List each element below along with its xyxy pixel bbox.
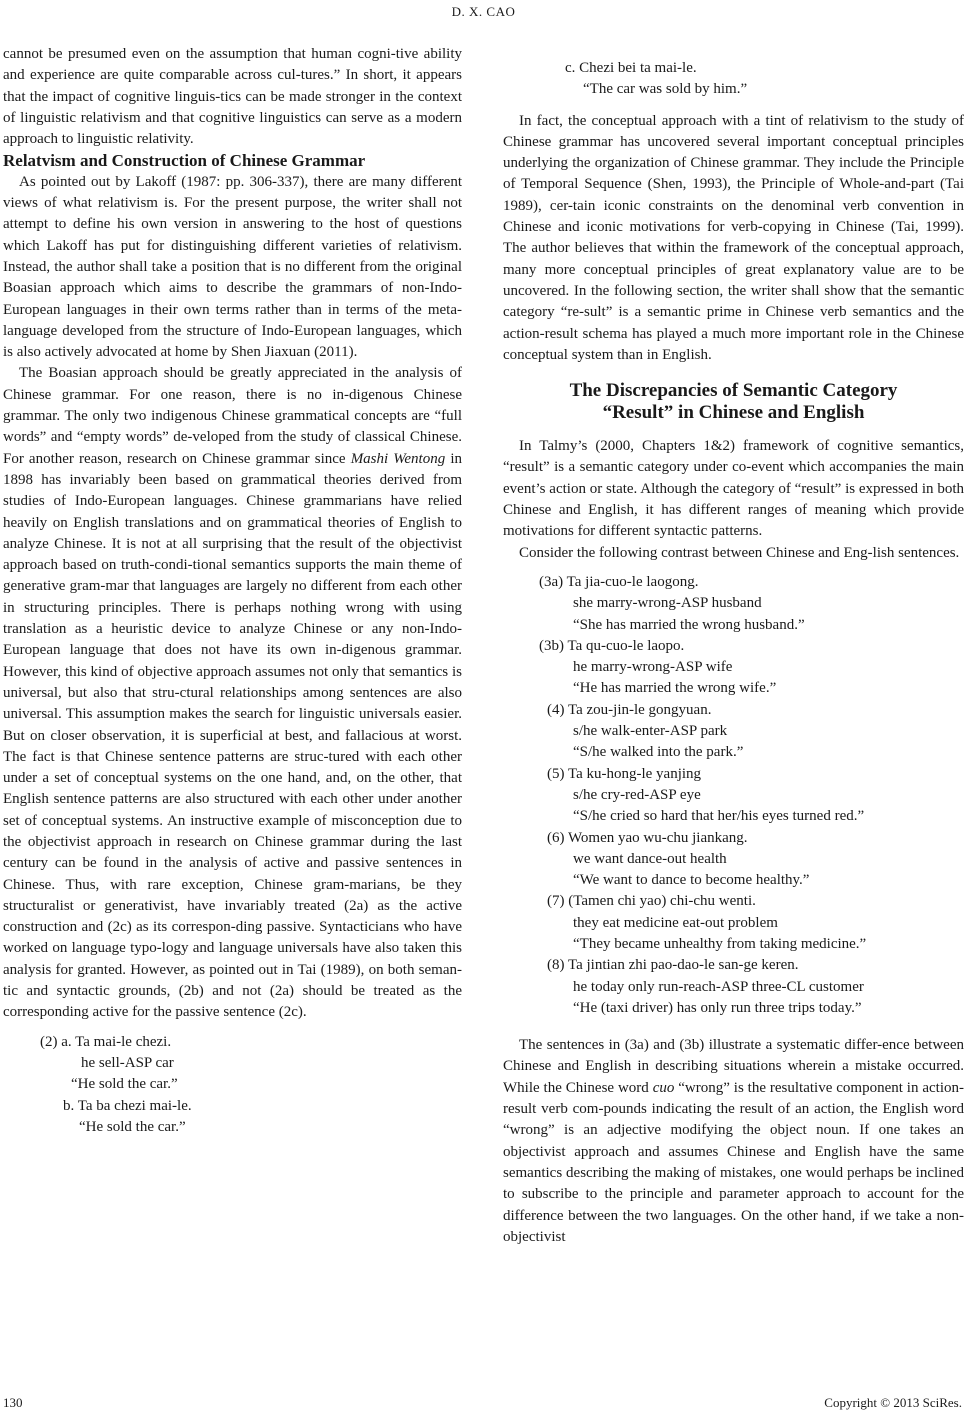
example-line: (2) a. Ta mai-le chezi. [40, 1033, 172, 1050]
example-translation: “We want to dance to become healthy.” [573, 872, 810, 889]
example-line: (3a) Ta jia-cuo-le laogong. [539, 573, 699, 590]
section-heading [503, 380, 964, 424]
example-line: (5) Ta ku-hong-le yanjing [547, 765, 702, 782]
example [503, 700, 964, 764]
copyright-notice: Copyright © 2013 SciRes. [824, 1395, 962, 1410]
example-gloss: he sell-ASP car [81, 1054, 174, 1071]
running-head: D. X. CAO [451, 4, 516, 19]
example-translation: “The car was sold by him.” [583, 81, 748, 98]
paragraph: In fact, the conceptual approach with a tint of relativism to the study of Chinese grammar has uncovered several important conceptual principles underlying the organization of Chinese grammar. They include the Principle of Temporal Sequence (Shen, 1993), the Principle of Whole-and-part (Tai 1989), cer-tain iconic constraints on the denominal verb convention in Chinese and iconic motivations for verb-copying in Chinese (Tai, 1999). The author believes that within the framework of the conceptual approach, many more conceptual principles of great explanatory value are to be uncovered. In the following section, the writer shall show that the semantic category “re-sult” is a semantic prime in Chinese verb semantics and the action-result schema has played a much more important role in the Chinese conceptual system than in English. [503, 112, 964, 363]
example-translation: “He sold the car.” [71, 1076, 178, 1093]
example-translation: “He sold the car.” [79, 1118, 186, 1135]
example [503, 636, 964, 700]
example-gloss: he marry-wrong-ASP wife [573, 659, 733, 676]
example-translation: “She has married the wrong husband.” [573, 616, 805, 633]
example-gloss: we want dance-out health [573, 850, 727, 867]
paragraph [503, 1035, 964, 1248]
paragraph: cannot be presumed even on the assumption that human cogni-tive ability and experience are quite comparable across cul-tures.” In short, it appears that the impact of cognitive linguis-tics can be made stronger in the context of linguistic relativism and that cognitive linguistics can serve as a modern approach to linguistic relativity. [3, 46, 462, 148]
example [503, 764, 964, 828]
example-gloss: he today only run-reach-ASP three-CL customer [573, 978, 864, 995]
example [503, 955, 964, 1019]
example-line: c. Chezi bei ta mai-le. [565, 60, 697, 76]
page-number: 130 [3, 1395, 23, 1410]
left-column [3, 44, 462, 1144]
example-line: (7) (Tamen chi yao) chi-chu wenti. [547, 893, 756, 910]
right-column [503, 58, 964, 1248]
example-gloss: they eat medicine eat-out problem [573, 914, 778, 931]
example-line: (6) Women yao wu-chu jiankang. [547, 829, 748, 846]
example-line: (8) Ta jintian zhi pao-dao-le san-ge keren. [547, 957, 799, 974]
paragraph-text: “wrong” is the resultative component in action-result verb com-pounds indicating the result of an action, the English word “wrong” is an adjective modifying the object noun. If one takes an objectivist approach and assumes Chinese and English have the same semantics describing the making of mistakes, one would perhaps be inclined to subscribe to the principle and parameter approach to account for the difference between the two languages. On the other hand, if we take a non-objectivist [503, 1079, 964, 1245]
paragraph: Consider the following contrast between Chinese and Eng-lish sentences. [519, 544, 960, 561]
paragraph-text: The Boasian approach should be greatly appreciated in the analysis of Chinese grammar. For one reason, there is no in-digenous Chinese grammar. The only two indigenous Chinese grammatical concepts are “full words” and “empty words” de-veloped from the study of classical Chinese. For another reason, research on Chinese grammar since [3, 365, 462, 467]
book-title: Mashi Wentong [350, 450, 446, 467]
example-line: (4) Ta zou-jin-le gongyuan. [547, 701, 712, 718]
spacer [503, 101, 964, 111]
example-translation: “They became unhealthy from taking medicine.” [573, 935, 867, 952]
heading-line: The Discrepancies of Semantic Category [569, 380, 898, 402]
paragraph: In Talmy’s (2000, Chapters 1&2) framework of cognitive semantics, “result” is a semantic category under co-event which accompanies the main event’s action or state. Although the category of “result” is expressed in both Chinese and English, it has different ranges of meaning which provide motivations for different syntactic patterns. [503, 438, 964, 540]
example-gloss: she marry-wrong-ASP husband [573, 595, 762, 612]
chinese-word: cuo [652, 1079, 675, 1096]
paragraph-text: The sentences in (3a) and (3b) illustrate a systematic differ-ence between Chinese and English in describing situations wherein a mistake occurred. While the Chinese word [503, 1037, 964, 1096]
paragraph-text: in 1898 has invariably been based on grammatical theories derived from studies of Indo-European languages. Chinese grammarians have relied heavily on English translations and on grammatical theories of English to analyze Chinese. It is not at all surprising that the result of the objectivist approach based on truth-condi-tional semantics supports the main theme of generative gram-mar that languages are largely no different from each other in structuring principles. There is perhaps nothing wrong with using translation as a heuristic device to analyze Chinese or any non-Indo-European language that does not have its own in-digenous grammar. However, this kind of objective approach assumes not only that semantics is universal, but also that stru-ctural relationships among sentences are also universal. This assumption makes the search for linguistic universals easier. But on closer observation, it is superficial at best, and fallacious at worst. The fact is that Chinese sentence patterns are struc-tured with each other under a set of conceptual systems on the one hand, and, on the other, that English sentence patterns are also structured with each other under another set of conceptual systems. An instructive example of misconception due to the objectivist approach in research on Chinese grammar during the last century can be found in the analysis of active and passive sentences in Chinese. Thus, with rare exception, Chinese gram-marians, be they structuralist or generativist, have invariably treated (2a) as the active construction and (2c) as its correspon-ding passive. Syntacticians who have worked on language typo-logy and language universals have also taken this analysis for granted. However, as pointed out in Tai (1989), on both seman-tic and syntactic grounds, (2b) and not (2a) should be treated as the corresponding active for the passive sentence (2c). [3, 450, 462, 1021]
example-translation: “S/he walked into the park.” [573, 744, 744, 761]
example [503, 828, 964, 892]
example-translation: “S/he cried so hard that her/his eyes turned red.” [573, 808, 865, 825]
heading-line: “Result” in Chinese and English [602, 402, 865, 424]
paragraph: As pointed out by Lakoff (1987: pp. 306-337), there are many different views of what relativism is. For the present purpose, the writer shall not attempt to define his own version in answering to the host of questions which Lakoff has put for distinguishing different varieties of relativism. Instead, the author shall take a position that is no different from the original Boasian approach which aims to describe the grammars of non-Indo-European languages in their own terms rather than in terms of the meta-language developed from the structure of Indo-European languages, which is also actively advocated at home by Shen Jiaxuan (2011). [3, 173, 462, 361]
example-line: b. Ta ba chezi mai-le. [63, 1097, 192, 1114]
example-block-2 [3, 1032, 462, 1138]
example-list [503, 572, 964, 1019]
example-translation: “He (taxi driver) has only run three trips today.” [573, 999, 862, 1016]
section-heading: Relatvism and Construction of Chinese Grammar [3, 151, 366, 171]
example-line: (3b) Ta qu-cuo-le laopo. [539, 637, 685, 654]
example-gloss: s/he cry-red-ASP eye [573, 786, 701, 803]
example-translation: “He has married the wrong wife.” [573, 680, 777, 697]
example [503, 891, 964, 955]
paragraph [3, 363, 462, 1023]
example-gloss: s/he walk-enter-ASP park [573, 723, 728, 740]
example [503, 572, 964, 636]
spacer [503, 1025, 964, 1035]
